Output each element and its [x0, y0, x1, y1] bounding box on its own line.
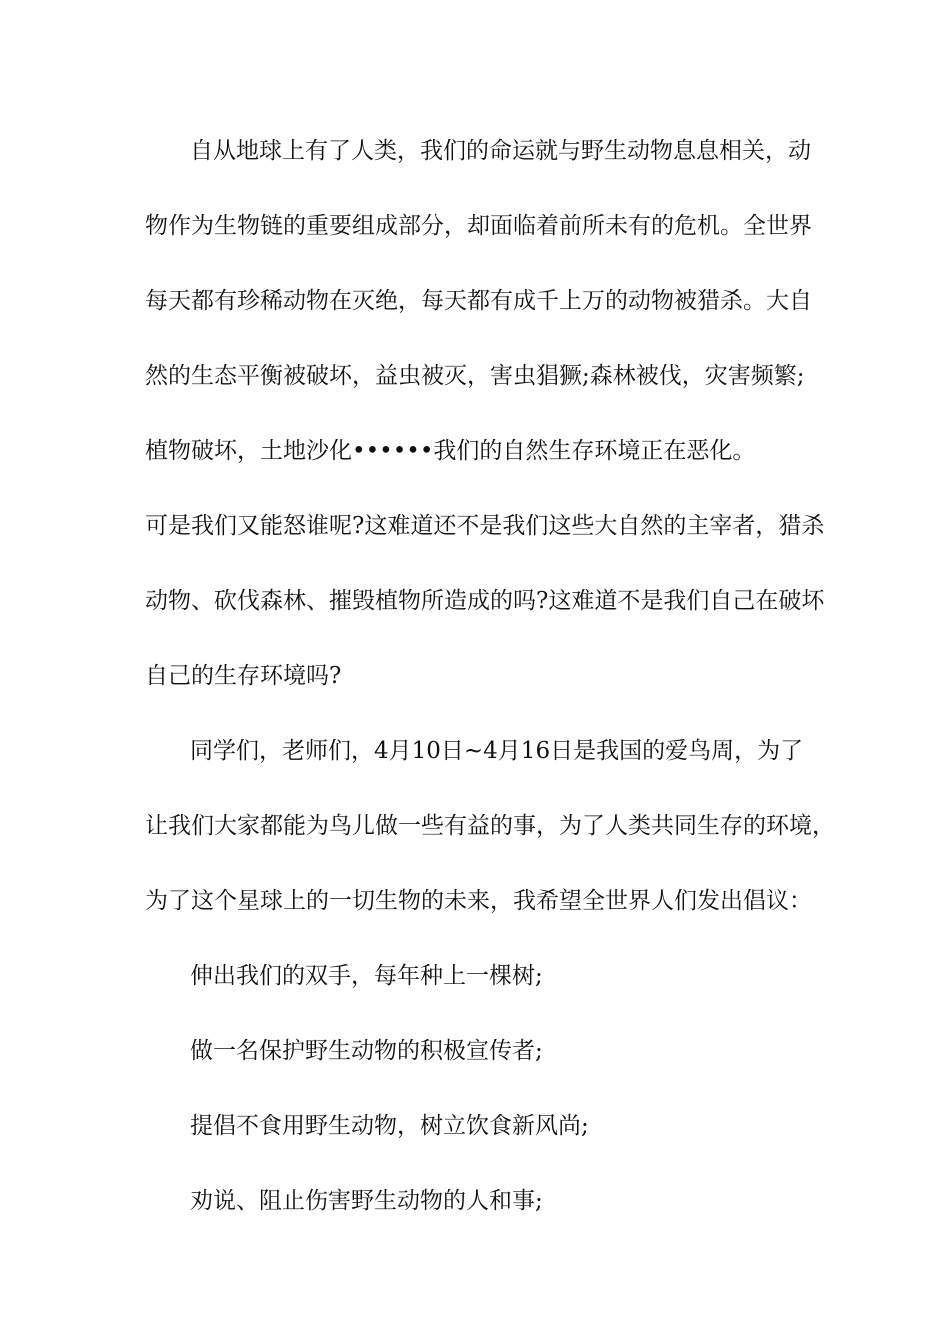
paragraph-1-line-4: 然的生态平衡被破坏，益虫被灭，害虫猖獗;森林被伐，灾害频繁;	[145, 363, 805, 389]
paragraph-1-line-8: 自己的生存环境吗?	[145, 663, 342, 689]
paragraph-2-line-2: 让我们大家都能为鸟儿做一些有益的事，为了人类共同生存的环境，	[145, 813, 835, 839]
proposal-item-1: 伸出我们的双手，每年种上一棵树;	[190, 963, 543, 989]
paragraph-1-line-5: 植物破坏，土地沙化••••••我们的自然生存环境正在恶化。	[145, 438, 756, 464]
paragraph-2-line-3: 为了这个星球上的一切生物的未来，我希望全世界人们发出倡议：	[145, 888, 812, 914]
proposal-item-2: 做一名保护野生动物的积极宣传者;	[190, 1038, 543, 1064]
paragraph-1-line-7: 动物、砍伐森林、摧毁植物所造成的吗?这难道不是我们自己在破坏	[145, 588, 825, 614]
paragraph-1-line-2: 物作为生物链的重要组成部分，却面临着前所未有的危机。全世界	[145, 213, 812, 239]
paragraph-1-line-6: 可是我们又能怒谁呢?这难道还不是我们这些大自然的主宰者，猎杀	[145, 513, 825, 539]
proposal-item-3: 提倡不食用野生动物，树立饮食新风尚;	[190, 1113, 589, 1139]
paragraph-1-line-3: 每天都有珍稀动物在灭绝，每天都有成千上万的动物被猎杀。大自	[145, 288, 812, 314]
paragraph-2-line-1: 同学们，老师们，4月10日~4月16日是我国的爱鸟周，为了	[190, 738, 804, 764]
paragraph-1-line-1: 自从地球上有了人类，我们的命运就与野生动物息息相关，动	[190, 138, 811, 164]
proposal-item-4: 劝说、阻止伤害野生动物的人和事;	[190, 1188, 543, 1214]
